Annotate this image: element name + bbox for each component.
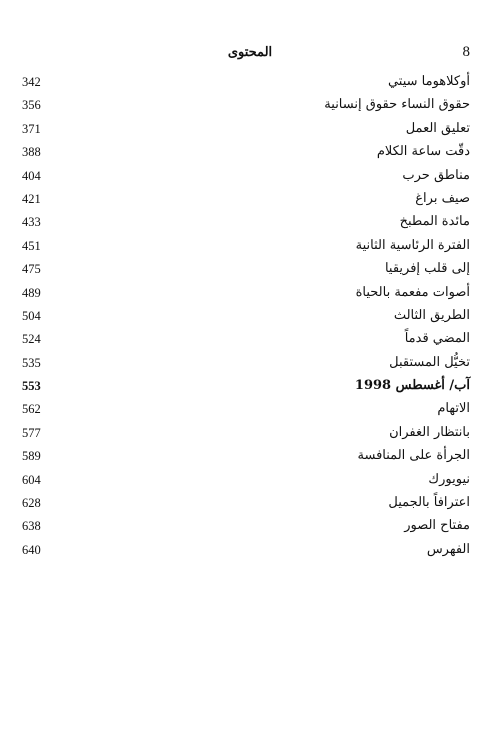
toc-entry-title: مناطق حرب bbox=[402, 167, 470, 183]
toc-entry-title: صيف براغ bbox=[415, 190, 470, 206]
toc-entry-title: تخيُّل المستقبل bbox=[389, 354, 470, 370]
toc-entry-title: الاتهام bbox=[437, 401, 470, 417]
toc-entry-title: الفترة الرئاسية الثانية bbox=[355, 237, 470, 253]
toc-entry bbox=[0, 401, 500, 424]
toc-entry-title: المضي قدماً bbox=[404, 331, 470, 347]
toc-entry bbox=[0, 261, 500, 284]
toc-entry-title: مائدة المطبخ bbox=[399, 214, 470, 230]
toc-entry-page-number: 524 bbox=[22, 332, 41, 347]
toc-entry bbox=[0, 308, 500, 331]
toc-entry-page-number: 562 bbox=[22, 402, 41, 417]
toc-entry bbox=[0, 121, 500, 144]
toc-entry bbox=[0, 191, 500, 214]
toc-entry bbox=[0, 331, 500, 354]
toc-entry-page-number: 388 bbox=[22, 145, 41, 160]
toc-entry bbox=[0, 214, 500, 237]
toc-entry bbox=[0, 378, 500, 401]
toc-entry-page-number: 535 bbox=[22, 355, 41, 370]
toc-entry-page-number: 553 bbox=[22, 379, 41, 394]
toc-entry-title: بانتظار الغفران bbox=[389, 424, 470, 440]
toc-entry-page-number: 640 bbox=[22, 542, 41, 557]
toc-entry bbox=[0, 495, 500, 518]
toc-entry-page-number: 504 bbox=[22, 308, 41, 323]
toc-entry-title: الطريق الثالث bbox=[393, 307, 470, 323]
toc-entry bbox=[0, 74, 500, 97]
toc-entry-page-number: 475 bbox=[22, 262, 41, 277]
page-header bbox=[0, 44, 500, 64]
toc-entry-page-number: 451 bbox=[22, 238, 41, 253]
toc-entry-title: الفهرس bbox=[426, 541, 470, 557]
toc-entry-title: مفتاح الصور bbox=[404, 518, 470, 534]
toc-entry bbox=[0, 144, 500, 167]
toc-entry-page-number: 638 bbox=[22, 519, 41, 534]
toc-entry-title: الجرأة على المنافسة bbox=[357, 448, 470, 464]
toc-entry-title: تعليق العمل bbox=[405, 120, 470, 136]
toc-entry bbox=[0, 425, 500, 448]
toc-entry bbox=[0, 518, 500, 541]
toc-entry-title: دقّت ساعة الكلام bbox=[376, 144, 470, 160]
toc-entry bbox=[0, 285, 500, 308]
toc-entry-page-number: 421 bbox=[22, 191, 41, 206]
toc-entry bbox=[0, 97, 500, 120]
toc-entry bbox=[0, 472, 500, 495]
toc-entry-page-number: 356 bbox=[22, 98, 41, 113]
toc-entry bbox=[0, 355, 500, 378]
toc-entry-title: نيويورك bbox=[428, 471, 470, 487]
toc-entry bbox=[0, 168, 500, 191]
toc-entry-title: إلى قلب إفريقيا bbox=[384, 261, 470, 277]
toc-entry-page-number: 604 bbox=[22, 472, 41, 487]
toc-entry-page-number: 589 bbox=[22, 449, 41, 464]
toc-entry-title: أوكلاهوما سيتي bbox=[387, 74, 470, 89]
toc-entry bbox=[0, 448, 500, 471]
toc-entry-page-number: 342 bbox=[22, 75, 41, 89]
page-number: 8 bbox=[462, 44, 470, 60]
toc-entry bbox=[0, 542, 500, 565]
toc-entry-page-number: 577 bbox=[22, 425, 41, 440]
toc-entry-title: آب/ أغسطس 1998 bbox=[354, 378, 470, 394]
toc-entry-page-number: 628 bbox=[22, 496, 41, 511]
toc-entry-title: اعترافاً بالجميل bbox=[388, 495, 470, 511]
toc-entry bbox=[0, 238, 500, 261]
toc-entry-title: حقوق النساء حقوق إنسانية bbox=[324, 97, 470, 113]
toc-entry-title: أصوات مفعمة بالحياة bbox=[355, 284, 470, 300]
toc-entry-page-number: 489 bbox=[22, 285, 41, 300]
toc-entry-page-number: 433 bbox=[22, 215, 41, 230]
toc-entry-page-number: 371 bbox=[22, 121, 41, 136]
running-title: المحتوى bbox=[227, 45, 273, 60]
table-of-contents bbox=[0, 74, 500, 565]
toc-entry-page-number: 404 bbox=[22, 168, 41, 183]
